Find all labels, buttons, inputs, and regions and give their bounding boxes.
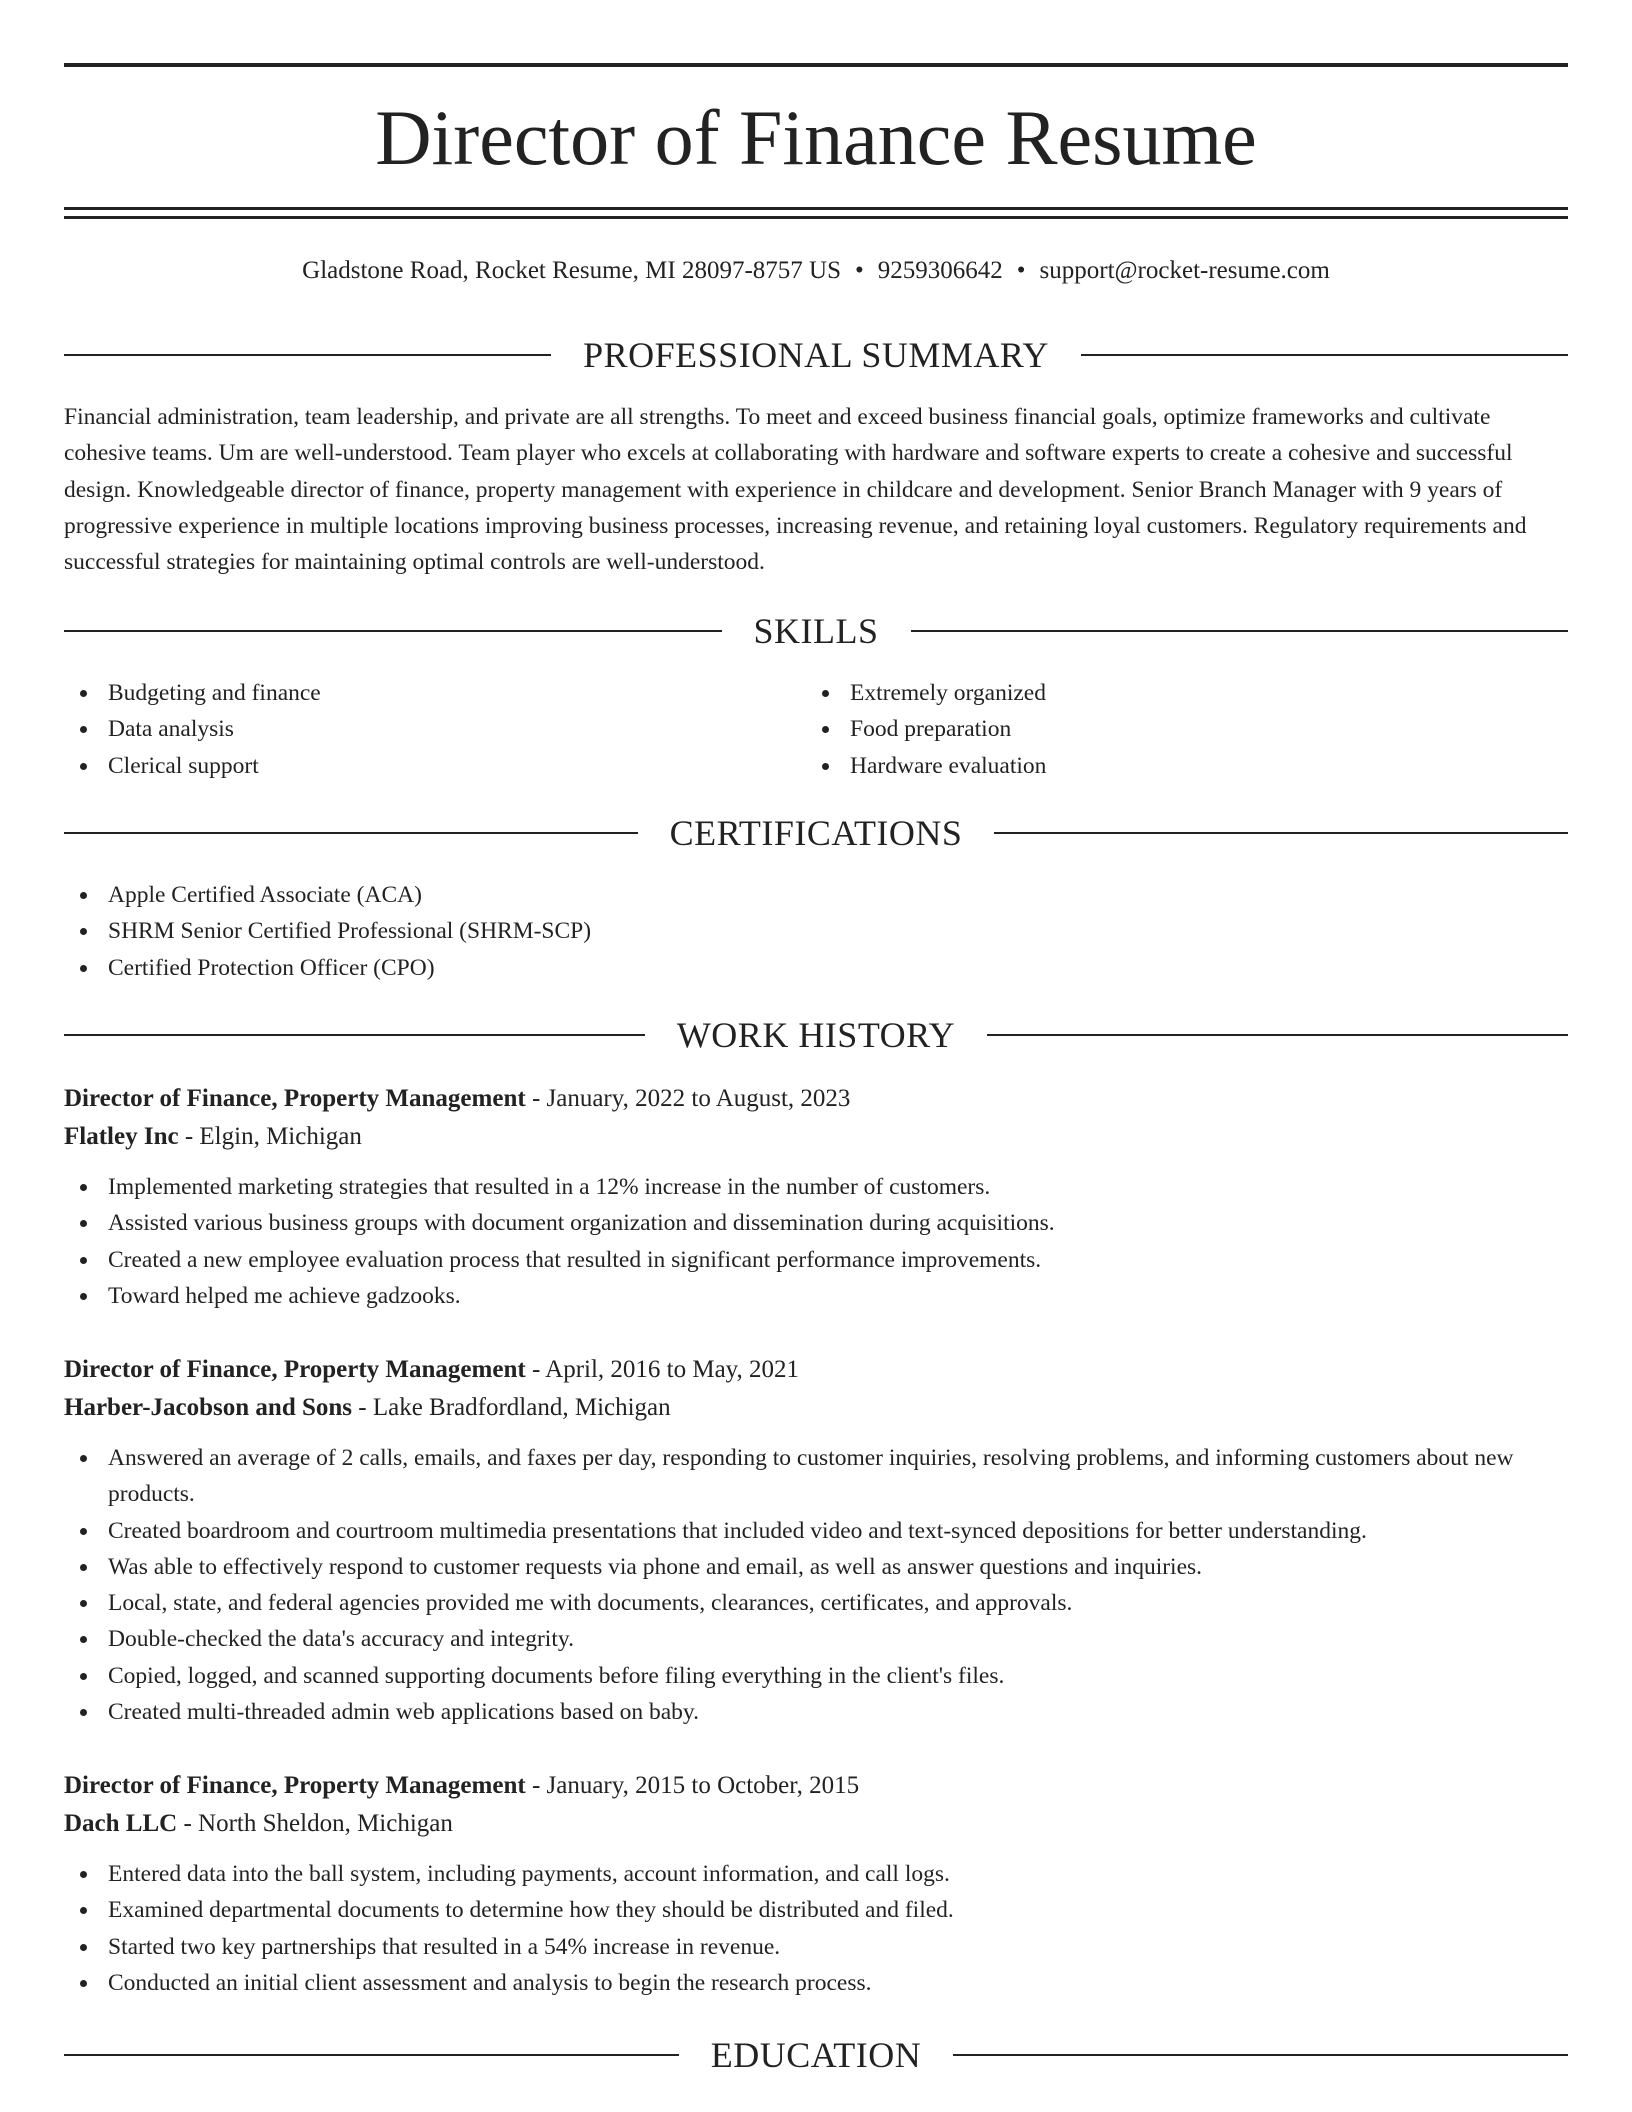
heading-rule <box>953 2054 1568 2056</box>
skill-item: Extremely organized <box>806 675 1526 711</box>
heading-rule <box>64 832 638 834</box>
skill-item: Food preparation <box>806 711 1526 747</box>
section-title: WORK HISTORY <box>676 1015 956 1055</box>
job-bullet: Conducted an initial client assessment and analysis to begin the research process. <box>64 1965 1568 2001</box>
job-bullet: Was able to effectively respond to customer requests via phone and email, as well as answer questions and inquiries. <box>64 1549 1568 1585</box>
page-title: Director of Finance Resume <box>375 94 1257 181</box>
job-bullet: Entered data into the ball system, including payments, account information, and call logs. <box>64 1856 1568 1892</box>
section-heading-work-history <box>64 1012 1568 1058</box>
job-heading <box>64 1351 1568 1389</box>
job-bullet: Answered an average of 2 calls, emails, and faxes per day, responding to customer inquiries, resolving problems, and informing customers about new products. <box>64 1440 1568 1513</box>
certification-item: Certified Protection Officer (CPO) <box>64 950 1568 986</box>
job-heading <box>64 1767 1568 1805</box>
heading-rule <box>994 832 1568 834</box>
section-heading-summary <box>64 332 1568 378</box>
job-bullet: Local, state, and federal agencies provided me with documents, clearances, certificates, and approvals. <box>64 1585 1568 1621</box>
job-location: - North Sheldon, Michigan <box>177 1810 453 1837</box>
section-title: SKILLS <box>753 611 879 651</box>
job-bullet: Created multi-threaded admin web applications based on baby. <box>64 1694 1568 1730</box>
job-title: Director of Finance, Property Management <box>64 1085 526 1112</box>
job-bullet: Toward helped me achieve gadzooks. <box>64 1278 1568 1314</box>
heading-rule <box>64 1034 645 1036</box>
job-bullet: Implemented marketing strategies that resulted in a 12% increase in the number of customers. <box>64 1169 1568 1205</box>
job-title: Director of Finance, Property Management <box>64 1772 526 1799</box>
job-entry <box>64 1080 1568 1314</box>
skill-item: Clerical support <box>64 748 784 784</box>
section-title: CERTIFICATIONS <box>669 813 963 853</box>
section-title: PROFESSIONAL SUMMARY <box>583 335 1049 375</box>
title-double-rule-lower <box>64 216 1568 219</box>
heading-rule <box>64 630 722 632</box>
top-rule <box>64 63 1568 67</box>
contact-separator: • <box>855 257 864 284</box>
section-title: EDUCATION <box>710 2035 922 2075</box>
contact-line <box>64 254 1568 288</box>
job-company: Flatley Inc <box>64 1123 179 1150</box>
skills-left-column <box>64 675 784 784</box>
contact-email: support@rocket-resume.com <box>1039 257 1330 284</box>
job-location: - Elgin, Michigan <box>178 1123 362 1150</box>
job-bullet: Examined departmental documents to determine how they should be distributed and filed. <box>64 1892 1568 1928</box>
job-entry <box>64 1767 1568 2001</box>
skills-list-left <box>64 675 784 784</box>
job-bullet: Created a new employee evaluation process that resulted in significant performance improvements. <box>64 1242 1568 1278</box>
job-title: Director of Finance, Property Management <box>64 1356 526 1383</box>
contact-phone: 9259306642 <box>877 257 1003 284</box>
job-bullet: Copied, logged, and scanned supporting documents before filing everything in the client's files. <box>64 1658 1568 1694</box>
certification-item: Apple Certified Associate (ACA) <box>64 877 1568 913</box>
skill-item: Hardware evaluation <box>806 748 1526 784</box>
certifications-list <box>64 877 1568 986</box>
job-heading <box>64 1080 1568 1118</box>
skills-right-column <box>806 675 1526 784</box>
job-entry <box>64 1351 1568 1730</box>
contact-separator: • <box>1016 257 1026 284</box>
job-bullets <box>64 1169 1568 1314</box>
job-company: Dach LLC <box>64 1810 178 1837</box>
job-dates: - January, 2022 to August, 2023 <box>525 1085 851 1112</box>
certification-item: SHRM Senior Certified Professional (SHRM-SCP) <box>64 913 1568 949</box>
job-location: - Lake Bradfordland, Michigan <box>352 1394 671 1421</box>
skill-item: Data analysis <box>64 711 784 747</box>
job-company: Harber-Jacobson and Sons <box>64 1394 353 1421</box>
heading-rule <box>911 630 1569 632</box>
title-double-rule-upper <box>64 207 1568 210</box>
job-bullets <box>64 1440 1568 1730</box>
job-dates: - April, 2016 to May, 2021 <box>525 1356 800 1383</box>
job-bullet: Double-checked the data's accuracy and integrity. <box>64 1621 1568 1657</box>
heading-rule <box>987 1034 1568 1036</box>
section-heading-education <box>64 2032 1568 2078</box>
job-bullet: Assisted various business groups with document organization and dissemination during acquisitions. <box>64 1205 1568 1241</box>
job-bullets <box>64 1856 1568 2001</box>
section-heading-certifications <box>64 810 1568 856</box>
job-employer <box>64 1118 1568 1156</box>
job-employer <box>64 1389 1568 1427</box>
summary-paragraph: Financial administration, team leadership, and private are all strengths. To meet and exceed business financial goals, optimize frameworks and cultivate cohesive teams. Um are well-understood. Team player who excels at collaborating with hardware and software experts to create a cohesive and successful design. Knowledgeable director of finance, property management with experience in childcare and development. Senior Branch Manager with 9 years of progressive experience in multiple locations improving business processes, increasing revenue, and retaining loyal customers. Regulatory requirements and successful strategies for maintaining optimal controls are well-understood. <box>64 404 1527 576</box>
contact-address: Gladstone Road, Rocket Resume, MI 28097-8757 US <box>302 257 841 284</box>
job-employer <box>64 1805 1568 1843</box>
job-dates: - January, 2015 to October, 2015 <box>525 1772 860 1799</box>
skill-item: Budgeting and finance <box>64 675 784 711</box>
section-heading-skills <box>64 608 1568 654</box>
skills-list-right <box>806 675 1526 784</box>
certifications-block <box>64 877 1568 986</box>
job-bullet: Started two key partnerships that resulted in a 54% increase in revenue. <box>64 1929 1568 1965</box>
heading-rule <box>64 2054 679 2056</box>
heading-rule <box>1081 354 1568 356</box>
heading-rule <box>64 354 551 356</box>
job-bullet: Created boardroom and courtroom multimedia presentations that included video and text-synced depositions for better understanding. <box>64 1513 1568 1549</box>
